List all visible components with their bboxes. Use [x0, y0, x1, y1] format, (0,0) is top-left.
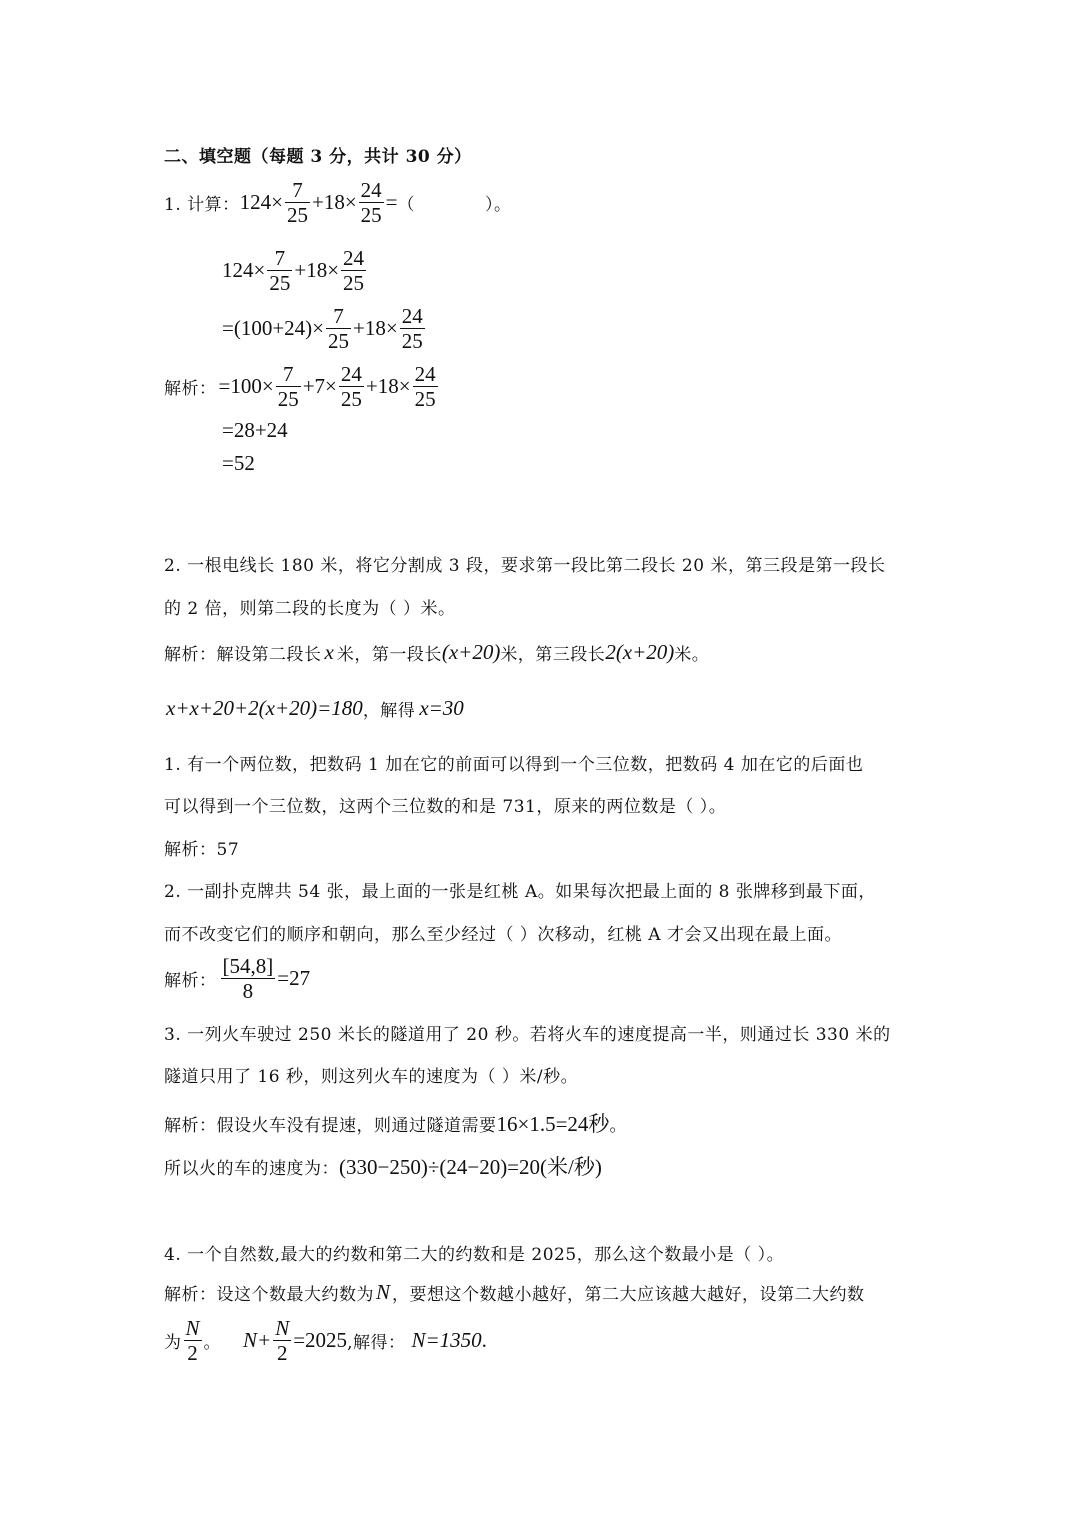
q6-fraction-1: N 2: [185, 1316, 200, 1365]
q1-paren-open: （: [397, 195, 415, 215]
q4-fraction: [54,8] 8: [222, 954, 274, 1003]
q1-solution-line-2: =(100+24)× 7 25 +18× 24 25: [222, 304, 423, 353]
q1-times: ×: [271, 190, 283, 214]
q1-label: 1. 计算：: [164, 195, 240, 215]
q1-fraction-2: 24 25: [360, 178, 382, 227]
question-1: [164, 178, 512, 227]
q5-line-2: 隧道只用了 16 秒，则这列火车的速度为（ ）米/秒。: [164, 1067, 579, 1087]
q1-solution-line-3: 解析： =100× 7 25 +7× 24 25 +18× 24 25: [164, 362, 436, 411]
q3-line-1: 1. 有一个两位数，把数码 1 加在它的前面可以得到一个三位数，把数码 4 加在它的后面也: [164, 755, 864, 775]
q4-analysis: 解析： [54,8] 8 =27: [164, 954, 311, 1003]
q3-line-2: 可以得到一个三位数，这两个三位数的和是 731，原来的两位数是（ ）。: [164, 797, 727, 817]
section-title: 二、填空题（每题 3 分，共计 30 分）: [164, 147, 472, 167]
q1-fraction-1: 7 25: [286, 178, 308, 227]
q1-a: 124: [239, 190, 272, 214]
q1-solution-line-1: 124 × 7 25 + 18 × 24 25: [222, 246, 365, 295]
q2-line-2: 的 2 倍，则第二段的长度为（ ）米。: [164, 599, 456, 619]
q1-analysis-label: 解析：: [164, 379, 217, 399]
q1-eq: =: [385, 190, 398, 214]
q5-line-4: 所以火的车的速度为： (330−250)÷(24−20)=20(米/秒): [164, 1155, 602, 1179]
q1-times-2: ×: [344, 190, 357, 214]
q1-plus: +: [311, 190, 324, 214]
q6-line-3: 为 N 2 。 N+ N 2 =2025 ,解得： N=1350 .: [164, 1316, 487, 1365]
q2-line-1: 2. 一根电线长 180 米，将它分割成 3 段，要求第一段比第二段长 20 米，第三段是第一段长: [164, 556, 886, 576]
q1-paren-close: ）。: [485, 195, 512, 215]
q5-analysis: 解析：假设火车没有提速，则通过隧道需要 16×1.5=24秒 。: [164, 1112, 627, 1136]
q4-line-2: 而不改变它们的顺序和朝向，那么至少经过（ ）次移动，红桃 A 才会又出现在最上面。: [164, 925, 842, 945]
q2-equation: x+x+20+2(x+20)=180 ，解得 x=30: [166, 696, 464, 721]
q1-solution-line-5: =52: [222, 451, 255, 475]
q4-line-1: 2. 一副扑克牌共 54 张，最上面的一张是红桃 A。如果每次把最上面的 8 张牌移到最下面，: [164, 882, 876, 902]
q6-fraction-2: N 2: [275, 1316, 290, 1365]
q3-analysis: 解析：57: [164, 840, 240, 860]
q1-solution-line-4: =28+24: [222, 418, 288, 442]
q6-line-1: 4. 一个自然数,最大的约数和第二大的约数和是 2025，那么这个数最小是（ ）。: [164, 1245, 785, 1265]
q5-line-1: 3. 一列火车驶过 250 米长的隧道用了 20 秒。若将火车的速度提高一半，则通过长 330 米的: [164, 1025, 891, 1045]
q2-analysis: 解析：解设第二段长 x 米，第一段长 (x+20) 米，第三段长 2(x+20) 米。: [164, 640, 710, 665]
q1-b: 18: [323, 190, 345, 214]
q6-analysis: 解析：设这个数最大约数为 N ，要想这个数越小越好，第二大应该越大越好，设第二大约数: [164, 1280, 865, 1305]
